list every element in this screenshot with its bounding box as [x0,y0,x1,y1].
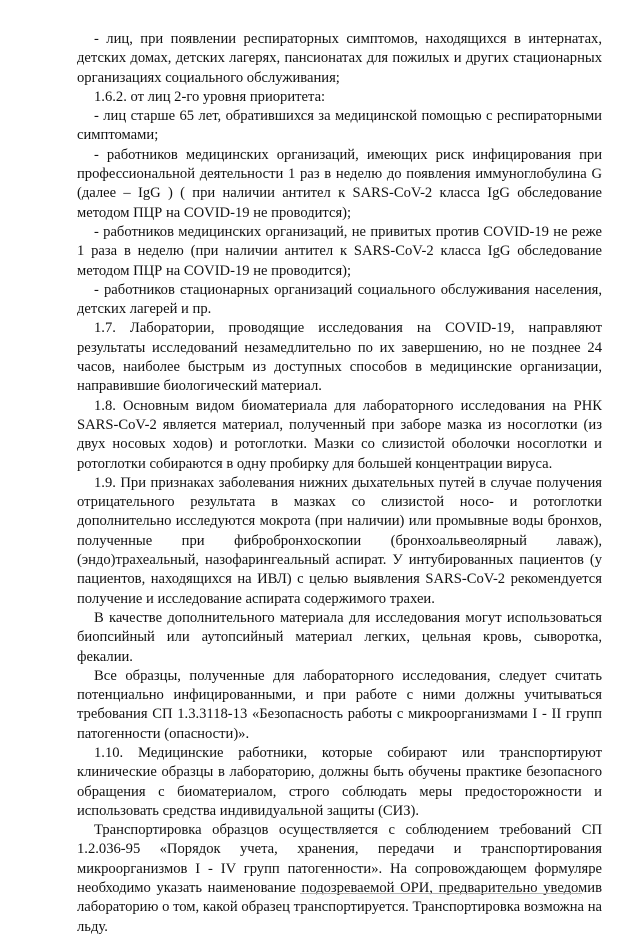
paragraph-section-1-9: 1.9. При признаках заболевания нижних дыхательных путей в случае получения отрицательного результата в мазках со слизистой носо- и ротоглотки дополнительно исследуются мокрота (при наличии) или промывные воды бронхов, полученные при фибробронхоскопии (бронхоальвеолярный лаваж), (эндо)трахеальный, назофарингеальный аспират. У интубированных пациентов (у пациентов, находящихся на ИВЛ) с целью выявления SARS-CoV-2 рекомендуется получение и исследование аспирата содержимого трахеи. [77,474,602,607]
bottom-rule [300,893,582,894]
paragraph-section-1-10: 1.10. Медицинские работники, которые собирают или транспортируют клинические образцы в лабораторию, должны быть обучены практике безопасного обращения с биоматериалом, строго соблюдать меры предосторожности и использовать средства индивидуальной защиты (СИЗ). [77,744,602,819]
paragraph-all-samples: Все образцы, полученные для лабораторного исследования, следует считать потенциально инфицированными, и при работе с ними должны учитываться требования СП 1.3.3118-13 «Безопасность работы с микроорганизмами I - II групп патогенности (опасности)». [77,667,602,742]
paragraph-section-1-6-2: 1.6.2. от лиц 2-го уровня приоритета: [94,88,326,105]
paragraph-section-1-8: 1.8. Основным видом биоматериала для лабораторного исследования на РНК SARS-CoV-2 является материал, полученный при заборе мазка из носоглотки (из двух носовых ходов) и ротоглотки. Мазки со слизистой оболочки носоглотки и ротоглотки собираются в одну пробирку для большей концентрации вируса. [77,397,602,472]
paragraph-residential-facilities: - лиц, при появлении респираторных симптомов, находящихся в интернатах, детских домах, детских лагерях, пансионатах для пожилых и других стационарных организациях социального обслуживания; [77,31,602,86]
paragraph-medical-workers-unvaccinated: - работников медицинских организаций, не привитых против COVID-19 не реже 1 раза в неделю (при наличии антител к SARS-CoV-2 класса IgG обследование методом ПЦР на COVID-19 не проводится); [77,223,602,279]
paragraph-transportation: Транспортировка образцов осуществляется с соблюдением требований СП 1.2.036-95 «Порядок учета, хранения, передачи и транспортирования микроорганизмов I - IV групп патогенности». На сопровождающем формуляре необходимо указать наименование подозреваемой ОРИ, предварительно уведомив лабораторию о том, какой образец транспортируется. Транспортировка возможна на льду. [77,822,602,935]
paragraph-additional-material: В качестве дополнительного материала для исследования могут использоваться биопсийный или аутопсийный материал легких, цельная кровь, сыворотка, фекалии. [77,609,602,665]
paragraph-section-1-7: 1.7. Лаборатории, проводящие исследования на COVID-19, направляют результаты исследований незамедлительно по их завершению, но не позднее 24 часов, наиболее быстрым из доступных способов в медицинские организации, направившие биологический материал. [77,320,602,395]
paragraph-over-65: - лиц старше 65 лет, обратившихся за медицинской помощью с респираторными симптомами; [77,108,602,144]
paragraph-medical-workers-risk: - работников медицинских организаций, имеющих риск инфицирования при профессиональной деятельности 1 раз в неделю до появления иммуноглобулина G (далее – IgG ) ( при наличии антител к SARS-CoV-2 класса IgG обследование методом ПЦР на COVID-19 не проводится); [77,146,602,221]
paragraph-social-service-workers: - работников стационарных организаций социального обслуживания населения, детских лагерей и пр. [77,281,602,318]
